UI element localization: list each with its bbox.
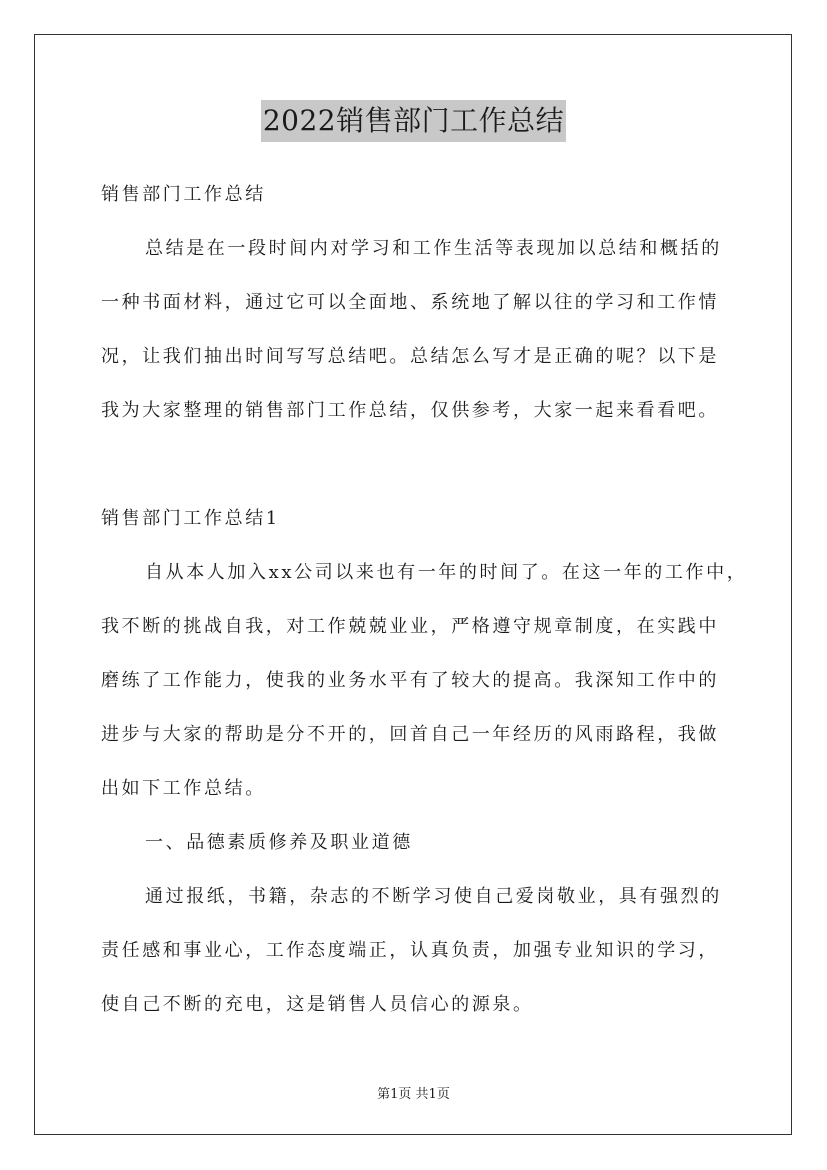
section1-line-4: 进步与大家的帮助是分不开的，回首自己一年经历的风雨路程，我做	[101, 724, 719, 745]
section1-line-3: 磨练了工作能力，使我的业务水平有了较大的提高。我深知工作中的	[101, 670, 719, 691]
page-footer	[0, 1083, 827, 1102]
subsection1-line-1: 通过报纸，书籍，杂志的不断学习使自己爱岗敬业，具有强烈的	[145, 886, 722, 907]
page-number: 第1页 共1页	[377, 1087, 450, 1102]
intro-line-4: 我为大家整理的销售部门工作总结，仅供参考，大家一起来看看吧。	[101, 400, 719, 421]
title-container	[0, 100, 827, 142]
section-heading-1: 销售部门工作总结1	[101, 508, 280, 529]
section1-line-5: 出如下工作总结。	[101, 778, 266, 799]
intro-line-3: 况，让我们抽出时间写写总结吧。总结怎么写才是正确的呢？以下是	[101, 346, 719, 367]
subsection1-line-2: 责任感和事业心，工作态度端正，认真负责，加强专业知识的学习，	[101, 940, 719, 961]
document-body	[101, 168, 748, 1032]
section1-line-2: 我不断的挑战自我，对工作兢兢业业，严格遵守规章制度，在实践中	[101, 616, 719, 637]
document-subtitle: 销售部门工作总结	[101, 184, 266, 205]
intro-line-2: 一种书面材料，通过它可以全面地、系统地了解以往的学习和工作情	[101, 292, 719, 313]
section1-line-1: 自从本人加入xx公司以来也有一年的时间了。在这一年的工作中，	[145, 562, 748, 583]
paragraph-gap	[101, 438, 727, 492]
document-title: 2022销售部门工作总结	[261, 100, 566, 142]
intro-line-1: 总结是在一段时间内对学习和工作生活等表现加以总结和概括的	[145, 238, 722, 259]
subsection1-line-3: 使自己不断的充电，这是销售人员信心的源泉。	[101, 994, 534, 1015]
subsection-heading-1: 一、品德素质修养及职业道德	[145, 832, 413, 853]
